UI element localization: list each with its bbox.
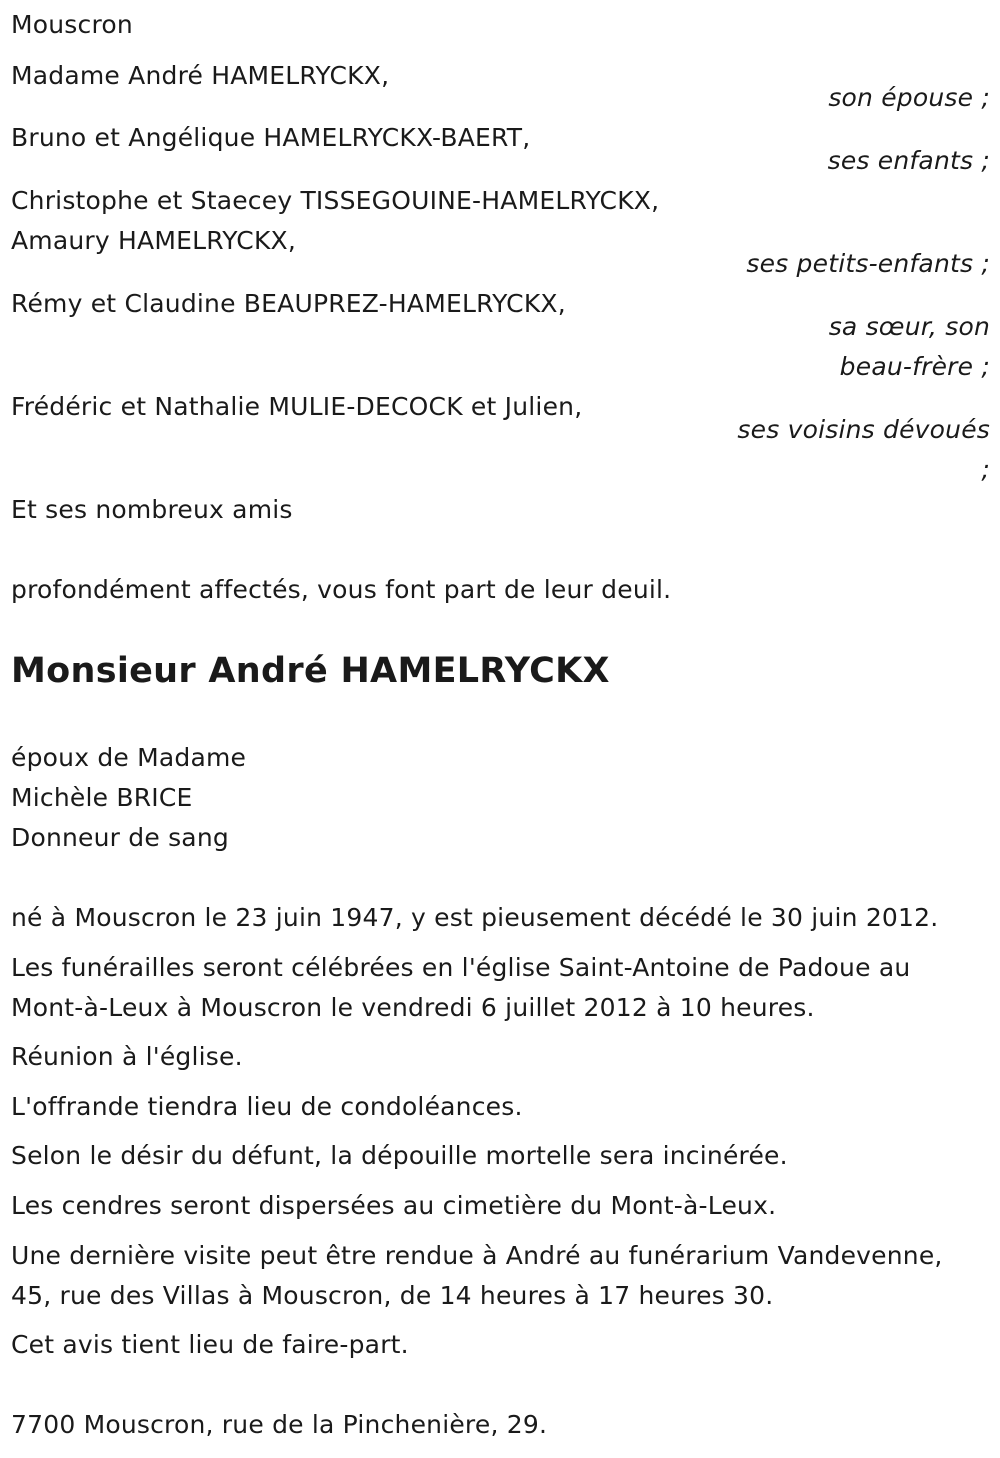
deceased-detail: Michèle BRICE [11,783,193,812]
family-relation: son épouse ; [828,83,990,112]
body-line: Selon le désir du défunt, la dépouille mortelle sera incinérée. [11,1141,788,1170]
body-line: Les cendres seront dispersées au cimetière du Mont-à-Leux. [11,1191,777,1220]
deceased-detail: époux de Madame [11,743,247,772]
family-relation: ses petits-enfants ; [746,249,990,278]
family-relation: beau-frère ; [839,352,990,381]
friends-line: Et ses nombreux amis [11,495,293,524]
body-line: Réunion à l'église. [11,1042,243,1071]
body-line: L'offrande tiendra lieu de condoléances. [11,1092,523,1121]
family-relation: ses voisins dévoués [737,415,990,444]
family-relation: sa sœur, son [828,312,990,341]
family-names: Frédéric et Nathalie MULIE-DECOCK et Julien, [11,392,583,421]
body-line: Cet avis tient lieu de faire-part. [11,1330,409,1359]
family-names: Amaury HAMELRYCKX, [11,226,297,255]
family-names: Madame André HAMELRYCKX, [11,61,390,90]
city-heading: Mouscron [11,10,133,39]
family-names: Christophe et Staecey TISSEGOUINE-HAMELRYCKX, [11,186,660,215]
body-line: Les funérailles seront célébrées en l'église Saint-Antoine de Padoue au [11,953,911,982]
body-line: 45, rue des Villas à Mouscron, de 14 heures à 17 heures 30. [11,1281,774,1310]
body-line: Une dernière visite peut être rendue à André au funérarium Vandevenne, [11,1241,943,1270]
family-relation: ses enfants ; [827,146,990,175]
body-line: né à Mouscron le 23 juin 1947, y est pieusement décédé le 30 juin 2012. [11,903,939,932]
family-names: Rémy et Claudine BEAUPREZ-HAMELRYCKX, [11,289,566,318]
announcement-line: profondément affectés, vous font part de leur deuil. [11,575,672,604]
deceased-detail: Donneur de sang [11,823,229,852]
family-relation: ; [981,455,990,484]
family-address: 7700 Mouscron, rue de la Pinchenière, 29. [11,1410,548,1439]
body-line: Mont-à-Leux à Mouscron le vendredi 6 juillet 2012 à 10 heures. [11,993,815,1022]
deceased-name: Monsieur André HAMELRYCKX [11,651,610,691]
family-names: Bruno et Angélique HAMELRYCKX-BAERT, [11,123,531,152]
